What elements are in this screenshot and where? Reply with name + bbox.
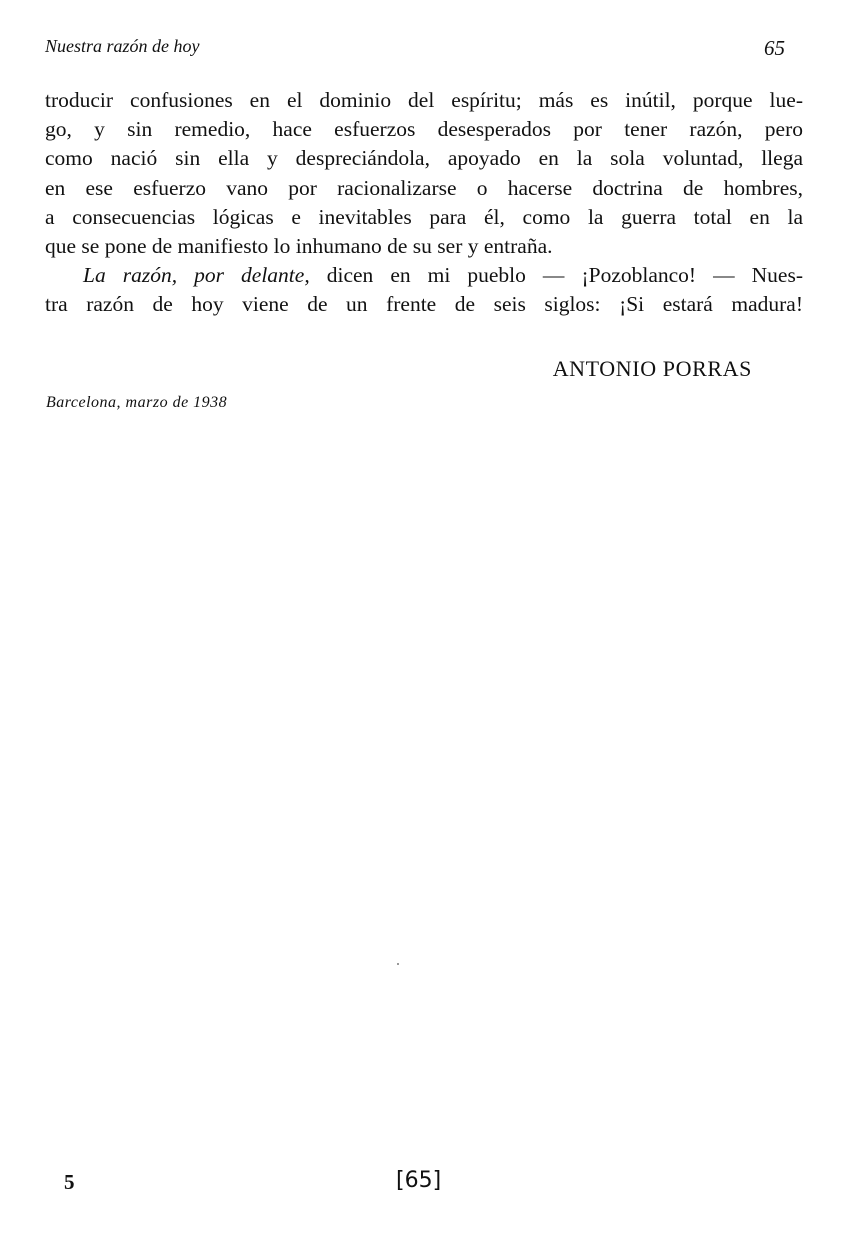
dateline: Barcelona, marzo de 1938: [46, 394, 228, 411]
body-line-7-rest: dicen en mi pueblo — ¡Pozoblanco! — Nues-: [309, 263, 804, 288]
author-signature: ANTONIO PORRAS: [552, 356, 752, 381]
body-line-8: tra razón de hoy viene de un frente de seis siglos: ¡Si estará madura!: [45, 292, 803, 317]
page-number: 65: [764, 36, 785, 60]
running-head: [45, 36, 785, 64]
body-line-7: [45, 261, 803, 290]
body-line-1: troducir confusiones en el dominio del espíritu; más es inútil, porque lue-: [45, 88, 803, 112]
body-line-3: como nació sin ella y despreciándola, apoyado en la sola voluntad, llega: [45, 146, 803, 171]
signature-mark: 5: [64, 1170, 75, 1194]
folio: [65]: [396, 1168, 442, 1193]
body-line-4: en ese esfuerzo vano por racionalizarse o hacerse doctrina de hombres,: [45, 175, 803, 200]
body-line-5: a consecuencias lógicas e inevitables para él, como la guerra total en la: [45, 204, 803, 229]
body-line-2: go, y sin remedio, hace esfuerzos desesperados por tener razón, pero: [45, 117, 803, 142]
body-text: [45, 86, 803, 320]
body-line-6: que se pone de manifiesto lo inhumano de su ser y entraña.: [45, 234, 553, 259]
print-speck: [397, 963, 399, 965]
quote-italic: La razón, por delante,: [83, 263, 310, 288]
running-title: Nuestra razón de hoy: [45, 36, 200, 56]
